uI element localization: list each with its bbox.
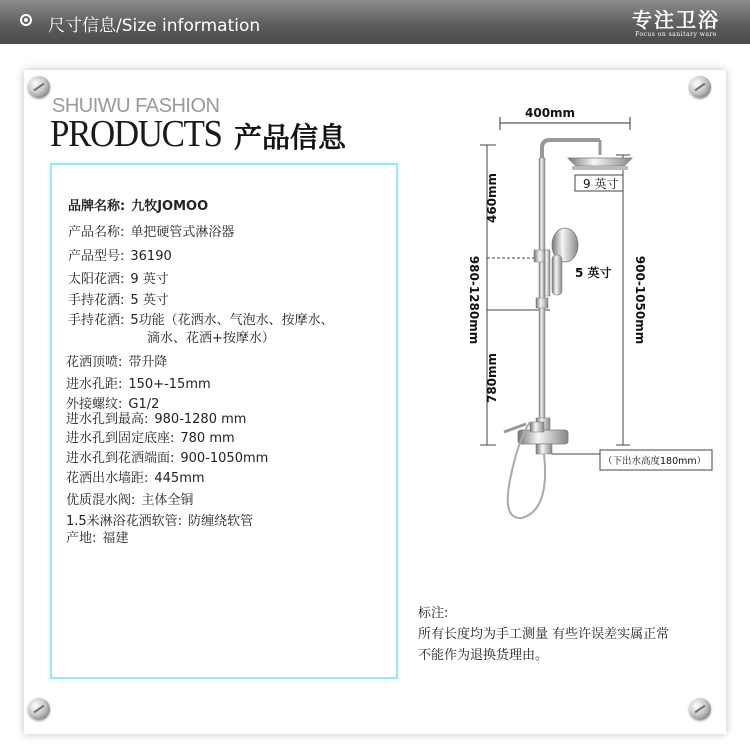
spec-label: 进水孔到最高: — [66, 412, 149, 427]
screw-icon — [689, 698, 711, 720]
spec-value: 150+-15mm — [128, 377, 211, 392]
spec-row — [68, 289, 169, 308]
spec-value: 滴水、花洒+按摩水） — [147, 331, 275, 346]
spec-label: 1.5米淋浴花洒软管: — [66, 514, 183, 529]
spec-row — [66, 351, 167, 370]
circle-bullet-icon — [20, 14, 32, 26]
spec-value: 防缠绕软管 — [188, 514, 254, 529]
header-title: 尺寸信息/Size information — [48, 16, 261, 36]
spec-row — [66, 527, 128, 546]
products-title-cn: 产品信息 — [234, 121, 347, 154]
spec-label: 品牌名称: — [68, 199, 126, 214]
spec-label: 进水孔距: — [66, 377, 123, 392]
spec-row — [66, 447, 268, 466]
spec-label: 产品型号: — [68, 249, 125, 264]
spec-label: 手持花洒: — [68, 293, 125, 308]
header-bar — [0, 0, 750, 44]
spec-label: 手持花洒: — [68, 313, 125, 328]
spec-row — [147, 327, 275, 346]
spec-row — [68, 268, 169, 287]
spec-value: 445mm — [154, 471, 205, 486]
spec-value: G1/2 — [128, 397, 160, 412]
top-height-label: 460mm — [485, 172, 499, 224]
spec-value: 36190 — [130, 249, 172, 264]
spec-label: 太阳花洒: — [68, 272, 125, 287]
screw-icon — [28, 76, 50, 98]
spec-row — [66, 427, 235, 446]
spec-value: 带升降 — [128, 355, 168, 370]
brand-name-cn: 专注卫浴 — [632, 8, 720, 32]
notes-title: 标注: — [418, 606, 449, 621]
shower-dimension-diagram — [440, 100, 730, 530]
lower-height-label: 780mm — [485, 352, 499, 404]
spec-value: 福建 — [102, 531, 129, 546]
total-height-label: 980-1280mm — [467, 255, 481, 345]
spec-label: 进水孔到固定底座: — [66, 431, 175, 446]
spec-row — [66, 373, 211, 392]
spec-value: 5功能（花洒水、气泡水、按摩水、 — [130, 313, 334, 328]
spec-label: 进水孔到花洒端面: — [66, 451, 175, 466]
spec-value: 单把硬管式淋浴器 — [130, 225, 235, 240]
outlet-height-label: （下出水高度180mm） — [603, 456, 707, 467]
brand-logo — [632, 4, 720, 38]
spec-value: 主体全铜 — [141, 493, 194, 508]
spec-row — [68, 309, 334, 328]
spec-value: 980-1280 mm — [154, 412, 247, 427]
spec-value: 900-1050mm — [180, 451, 269, 466]
spec-label: 优质混水阀: — [66, 493, 136, 508]
spec-row — [68, 195, 208, 214]
notes-line-1: 所有长度均为手工测量 有些许误差实属正常 — [418, 627, 670, 642]
fashion-subtitle: SHUIWU FASHION — [52, 95, 220, 117]
head-size-label: 9 英寸 — [583, 177, 619, 191]
spec-label: 外接螺纹: — [66, 397, 123, 412]
spec-label: 产地: — [66, 531, 97, 546]
spec-value: 780 mm — [180, 431, 235, 446]
notes — [418, 603, 669, 666]
products-title: PRODUCTS — [50, 113, 222, 155]
notes-line-2: 不能作为退换货理由。 — [418, 648, 549, 663]
screw-icon — [28, 698, 50, 720]
spec-label: 产品名称: — [68, 225, 125, 240]
rain-shower-head — [568, 158, 632, 166]
spec-row — [66, 408, 246, 427]
spec-row — [68, 221, 234, 240]
screw-icon — [689, 76, 711, 98]
spec-label: 花洒顶喷: — [66, 355, 123, 370]
spec-value: 5 英寸 — [130, 293, 169, 308]
hand-size-label: 5 英寸 — [575, 266, 612, 280]
brand-name-en: Focus on sanitary ware — [635, 31, 717, 38]
spec-row — [66, 467, 205, 486]
spec-value: 九牧JOMOO — [131, 199, 209, 214]
width-label: 400mm — [525, 106, 576, 120]
spec-row — [66, 489, 193, 508]
spec-value: 9 英寸 — [130, 272, 169, 287]
spec-row — [68, 245, 172, 264]
right-height-label: 900-1050mm — [633, 255, 647, 345]
spec-label: 花洒出水墙距: — [66, 471, 149, 486]
